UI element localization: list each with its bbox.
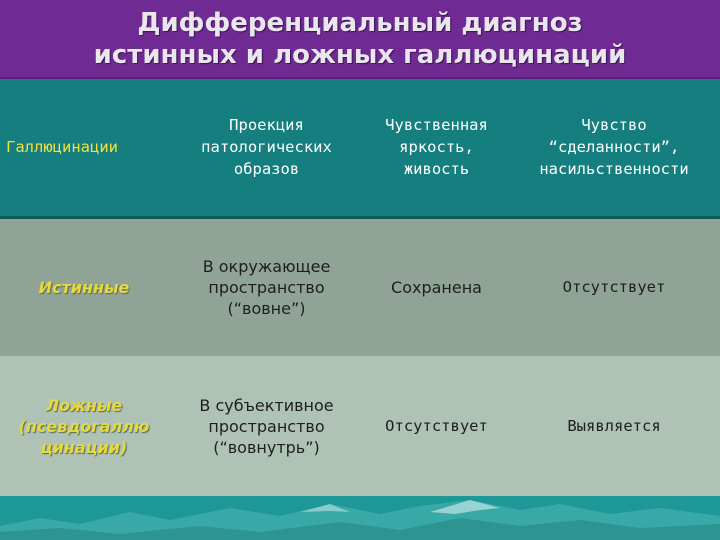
cell-projection-false: В субъективное пространство (“вовнутрь”) [168,356,365,496]
header-sensory-brightness: Чувственная яркость, живость [365,79,508,217]
table-row-true [0,217,720,356]
cell-brightness-false: Отсутствует [365,356,508,496]
table-header-row [0,79,720,217]
cell-feeling-true: Отсутствует [508,217,720,356]
mountain-decoration [0,498,720,540]
header-feeling-of-madeness: Чувство “сделанности”, насильственности [508,79,720,217]
row-label-false: Ложные (псевдогаллю цинации) [0,356,168,496]
table-row-false [0,356,720,496]
title-line-2: истинных и ложных галлюцинаций [93,40,627,70]
cell-feeling-false: Выявляется [508,356,720,496]
header-hallucinations: Галлюцинации [0,79,168,217]
cell-brightness-true: Сохранена [365,217,508,356]
cell-projection-true: В окружающее пространство (“вовне”) [168,217,365,356]
title-line-1: Дифференциальный диагноз [137,8,583,38]
diagnosis-table [0,79,720,496]
slide-title [0,0,720,79]
row-label-true: Истинные [0,217,168,356]
header-projection: Проекция патологических образов [168,79,365,217]
